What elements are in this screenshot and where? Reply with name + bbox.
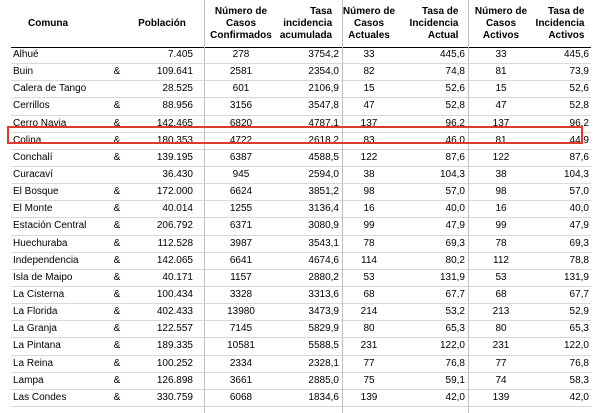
cell-casos-actuales: 139	[360, 391, 378, 403]
cell-tasa-activos: 445,6	[563, 49, 589, 60]
cell-poblacion: 40.171	[162, 271, 193, 283]
cell-casos-activos: 47	[495, 100, 507, 112]
cell-poblacion: 122.557	[156, 323, 193, 335]
cell-tasa-activos: 76,8	[569, 357, 589, 369]
cell-casos-actuales: 99	[363, 220, 375, 232]
cell-marker: &	[113, 271, 121, 283]
cell-poblacion: 189.335	[156, 340, 193, 352]
cell-marker: &	[113, 374, 121, 386]
cell-tasa-actual: 122,0	[439, 340, 465, 352]
cell-casos-confirmados: 1255	[229, 203, 253, 215]
table-row	[11, 304, 591, 321]
cell-tasa-actual: 52,6	[445, 83, 465, 95]
cell-casos-activos: 213	[492, 306, 510, 318]
cell-tasa-actual: 67,7	[445, 288, 465, 300]
cell-casos-actuales: 83	[363, 134, 375, 146]
cell-casos-confirmados: 6371	[229, 220, 253, 232]
cell-comuna: La Florida	[13, 306, 58, 318]
cell-casos-actuales: 231	[360, 340, 378, 352]
cell-comuna: El Bosque	[13, 186, 59, 198]
cell-tasa-actual: 104,3	[439, 168, 465, 180]
cell-casos-actuales: 53	[363, 271, 375, 283]
table-row	[11, 270, 591, 287]
cell-marker: &	[113, 288, 121, 300]
cell-casos-actuales: 68	[363, 288, 375, 300]
cell-marker: &	[113, 151, 121, 163]
cell-poblacion: 28.525	[162, 83, 193, 95]
cell-tasa-actual: 69,3	[445, 237, 465, 249]
cell-marker: &	[113, 117, 121, 129]
table-row	[11, 338, 591, 355]
cell-casos-actuales: 15	[363, 83, 375, 95]
cell-tasa-actual: 65,3	[445, 323, 465, 335]
cell-casos-confirmados: 3156	[229, 100, 253, 112]
cell-casos-actuales: 77	[363, 357, 375, 369]
cell-casos-activos: 15	[495, 83, 507, 95]
cell-tasa-actual: 80,2	[445, 254, 465, 266]
table-row	[11, 390, 591, 407]
cell-casos-actuales: 114	[361, 254, 377, 266]
table-row	[11, 47, 591, 64]
cell-casos-confirmados: 6820	[229, 117, 253, 129]
table-row	[11, 116, 591, 133]
cell-casos-activos: 137	[492, 117, 510, 129]
cell-marker: &	[113, 254, 121, 266]
cell-casos-activos: 122	[492, 151, 510, 163]
cell-tasa-activos: 122,0	[563, 340, 589, 352]
cell-casos-activos: 38	[495, 168, 507, 180]
cell-tasa-acumulada: 2594,0	[308, 168, 339, 180]
cell-casos-actuales: 75	[363, 374, 375, 386]
cell-tasa-acumulada: 3313,6	[308, 288, 339, 300]
cell-comuna: Las Condes	[13, 391, 67, 403]
cell-tasa-activos: 47,9	[569, 220, 589, 232]
cell-tasa-actual: 42,0	[445, 391, 465, 403]
cell-casos-activos: 81	[495, 134, 507, 146]
cell-casos-activos: 16	[495, 203, 507, 215]
cell-marker: &	[113, 134, 121, 146]
cell-poblacion: 139.195	[156, 151, 193, 163]
cell-casos-confirmados: 2334	[229, 357, 253, 369]
cell-casos-confirmados: 3987	[229, 237, 253, 249]
cell-casos-actuales: 47	[363, 100, 375, 112]
cell-casos-actuales: 214	[360, 306, 378, 318]
table-row	[11, 64, 591, 81]
table-row	[11, 218, 591, 235]
table-row	[11, 150, 591, 167]
cell-poblacion: 36.430	[162, 168, 193, 180]
header-casos-activos: Número de Casos Activos	[474, 5, 528, 41]
cell-casos-confirmados: 3661	[229, 374, 253, 386]
cell-casos-confirmados: 1157	[230, 271, 252, 283]
cell-casos-confirmados: 4722	[229, 134, 253, 146]
cell-poblacion: 88.956	[162, 100, 193, 112]
cell-tasa-actual: 96,2	[445, 117, 465, 129]
cell-tasa-activos: 104,3	[563, 168, 589, 180]
cell-casos-activos: 74	[495, 374, 507, 386]
cell-comuna: Estación Central	[13, 220, 87, 232]
cell-tasa-activos: 52,9	[569, 306, 589, 318]
cell-tasa-acumulada: 3851,2	[308, 186, 339, 198]
cell-comuna: La Pintana	[13, 340, 61, 352]
cell-tasa-actual: 57,0	[445, 186, 465, 198]
cell-tasa-acumulada: 4674,6	[308, 254, 339, 266]
header-poblacion: Población	[138, 17, 186, 29]
cell-casos-activos: 81	[495, 66, 507, 78]
cell-comuna: La Granja	[13, 323, 57, 335]
cell-tasa-acumulada: 1834,6	[308, 391, 339, 403]
cell-comuna: El Monte	[13, 203, 53, 215]
cell-tasa-acumulada: 2885,0	[308, 374, 339, 386]
cell-comuna: La Reina	[13, 357, 54, 369]
cell-tasa-activos: 42,0	[569, 391, 589, 403]
cell-casos-actuales: 33	[363, 49, 375, 60]
cell-tasa-actual: 52,8	[445, 100, 465, 112]
cell-comuna: Huechuraba	[13, 237, 68, 249]
cell-poblacion: 330.759	[156, 391, 193, 403]
cell-casos-activos: 98	[495, 186, 507, 198]
cell-tasa-activos: 57,0	[569, 186, 589, 198]
cell-marker: &	[113, 66, 121, 78]
cell-tasa-activos: 58,3	[569, 374, 589, 386]
cell-casos-activos: 77	[495, 357, 507, 369]
cell-marker: &	[113, 357, 121, 369]
cell-comuna: La Cisterna	[13, 288, 65, 300]
cell-tasa-acumulada: 2106,9	[308, 83, 339, 95]
cell-tasa-activos: 96,2	[569, 117, 589, 129]
cell-casos-confirmados: 6624	[229, 186, 253, 198]
cell-comuna: Isla de Maipo	[13, 271, 73, 283]
cell-marker: &	[113, 203, 121, 215]
table-row	[11, 253, 591, 270]
cell-casos-actuales: 16	[363, 203, 375, 215]
col-divider	[204, 0, 205, 413]
cell-tasa-activos: 40,0	[569, 203, 589, 215]
cell-tasa-activos: 65,3	[569, 323, 589, 335]
table-row	[11, 167, 591, 184]
cell-tasa-actual: 76,8	[445, 357, 465, 369]
covid-incidence-table	[11, 0, 591, 407]
cell-tasa-acumulada: 3080,9	[308, 220, 339, 232]
cell-casos-activos: 78	[495, 237, 507, 249]
col-divider	[468, 0, 469, 413]
cell-marker: &	[113, 391, 121, 403]
cell-poblacion: 402.433	[156, 306, 193, 318]
cell-comuna: Colina	[13, 134, 42, 146]
cell-tasa-activos: 52,6	[569, 83, 589, 95]
cell-casos-activos: 80	[495, 323, 507, 335]
cell-marker: &	[113, 340, 121, 352]
cell-tasa-actual: 47,9	[445, 220, 465, 232]
cell-tasa-actual: 40,0	[445, 203, 465, 215]
cell-casos-confirmados: 6641	[229, 254, 253, 266]
cell-marker: &	[113, 323, 121, 335]
cell-tasa-acumulada: 2328,1	[308, 357, 339, 369]
header-comuna: Comuna	[28, 17, 68, 29]
cell-marker: &	[113, 100, 121, 112]
cell-comuna: Cerrillos	[13, 100, 50, 112]
cell-comuna: Calera de Tango	[13, 83, 87, 95]
cell-poblacion: 180.353	[156, 134, 193, 146]
cell-poblacion: 100.252	[156, 357, 193, 369]
cell-tasa-acumulada: 2354,0	[308, 66, 339, 78]
cell-casos-confirmados: 3328	[229, 288, 253, 300]
cell-poblacion: 7.405	[167, 49, 193, 60]
cell-tasa-acumulada: 2880,2	[308, 271, 339, 283]
table-row	[11, 201, 591, 218]
header-tasa-acumulada: Tasa incidencia acumulada	[279, 5, 333, 41]
cell-marker: &	[113, 186, 121, 198]
cell-tasa-activos: 73,9	[569, 66, 589, 78]
cell-casos-confirmados: 601	[232, 83, 250, 95]
col-divider	[342, 0, 343, 413]
cell-comuna: Alhué	[13, 49, 39, 60]
cell-casos-confirmados: 945	[232, 168, 250, 180]
cell-comuna: Lampa	[13, 374, 44, 386]
cell-tasa-acumulada: 3136,4	[308, 203, 339, 215]
cell-tasa-actual: 53,2	[445, 306, 465, 318]
table-row	[11, 81, 591, 98]
cell-tasa-activos: 69,3	[569, 237, 589, 249]
cell-tasa-acumulada: 4588,5	[308, 151, 339, 163]
cell-comuna: Independencia	[13, 254, 79, 266]
table-row	[11, 236, 591, 253]
cell-casos-confirmados: 2581	[229, 66, 253, 78]
cell-casos-confirmados: 10581	[227, 340, 255, 352]
cell-poblacion: 112.528	[157, 237, 193, 249]
cell-tasa-actual: 445,6	[439, 49, 465, 60]
cell-poblacion: 142.465	[156, 117, 193, 129]
cell-tasa-acumulada: 3754,2	[308, 49, 339, 60]
cell-comuna: Cerro Navia	[13, 117, 67, 129]
cell-marker	[108, 167, 126, 183]
cell-marker: &	[113, 306, 121, 318]
header-tasa-actual: Tasa de Incidencia Actual	[409, 5, 459, 41]
cell-marker	[108, 81, 126, 97]
header-casos-actuales: Número de Casos Actuales	[342, 5, 396, 41]
cell-casos-confirmados: 7145	[229, 323, 253, 335]
cell-casos-activos: 53	[495, 271, 507, 283]
cell-tasa-actual: 46,0	[445, 134, 465, 146]
cell-casos-actuales: 82	[363, 66, 375, 78]
header-casos-confirmados: Número de Casos Confirmados	[210, 5, 272, 41]
cell-poblacion: 126.898	[156, 374, 193, 386]
table-row	[11, 321, 591, 338]
table-header	[11, 0, 591, 47]
table-row	[11, 184, 591, 201]
cell-tasa-activos: 87,6	[569, 151, 589, 163]
cell-tasa-acumulada: 2618,2	[308, 134, 339, 146]
cell-casos-actuales: 38	[363, 168, 375, 180]
cell-tasa-acumulada: 5588,5	[308, 340, 339, 352]
cell-tasa-activos: 44,9	[569, 134, 589, 146]
cell-comuna: Curacaví	[13, 168, 54, 180]
cell-marker: &	[113, 237, 121, 249]
cell-casos-actuales: 80	[363, 323, 375, 335]
cell-tasa-acumulada: 3473,9	[308, 306, 339, 318]
cell-tasa-acumulada: 4787,1	[308, 117, 339, 129]
cell-casos-activos: 139	[492, 391, 510, 403]
cell-casos-actuales: 137	[360, 117, 378, 129]
table-row	[11, 133, 591, 150]
cell-casos-activos: 112	[493, 254, 509, 266]
cell-casos-confirmados: 278	[232, 49, 250, 60]
cell-poblacion: 172.000	[156, 186, 193, 198]
cell-casos-activos: 99	[495, 220, 507, 232]
cell-casos-actuales: 122	[360, 151, 378, 163]
cell-poblacion: 109.641	[156, 66, 193, 78]
header-tasa-activos: Tasa de Incidencia Activos	[535, 5, 585, 41]
cell-poblacion: 142.065	[156, 254, 193, 266]
cell-tasa-actual: 87,6	[445, 151, 465, 163]
cell-tasa-actual: 74,8	[445, 66, 465, 78]
cell-tasa-activos: 131,9	[563, 271, 589, 283]
cell-casos-activos: 33	[495, 49, 507, 60]
table-body	[11, 47, 591, 407]
table-row	[11, 373, 591, 390]
cell-comuna: Conchalí	[13, 151, 53, 163]
cell-tasa-activos: 52,8	[569, 100, 589, 112]
cell-marker: &	[113, 220, 121, 232]
cell-casos-confirmados: 6387	[229, 151, 253, 163]
cell-tasa-acumulada: 3547,8	[308, 100, 339, 112]
cell-casos-actuales: 78	[363, 237, 375, 249]
cell-poblacion: 100.434	[156, 288, 193, 300]
cell-tasa-acumulada: 3543,1	[308, 237, 339, 249]
cell-casos-activos: 231	[492, 340, 510, 352]
cell-casos-confirmados: 13980	[227, 306, 255, 318]
cell-marker	[108, 47, 126, 63]
cell-tasa-actual: 59,1	[445, 374, 465, 386]
table-row	[11, 98, 591, 115]
cell-tasa-actual: 131,9	[439, 271, 465, 283]
cell-tasa-activos: 67,7	[569, 288, 589, 300]
cell-casos-activos: 68	[495, 288, 507, 300]
cell-casos-confirmados: 6068	[229, 391, 253, 403]
cell-comuna: Buin	[13, 66, 34, 78]
table-row	[11, 356, 591, 373]
cell-poblacion: 40.014	[162, 203, 193, 215]
table-row	[11, 287, 591, 304]
cell-poblacion: 206.792	[156, 220, 193, 232]
cell-casos-actuales: 98	[363, 186, 375, 198]
cell-tasa-acumulada: 5829,9	[308, 323, 339, 335]
cell-tasa-activos: 78,8	[569, 254, 589, 266]
